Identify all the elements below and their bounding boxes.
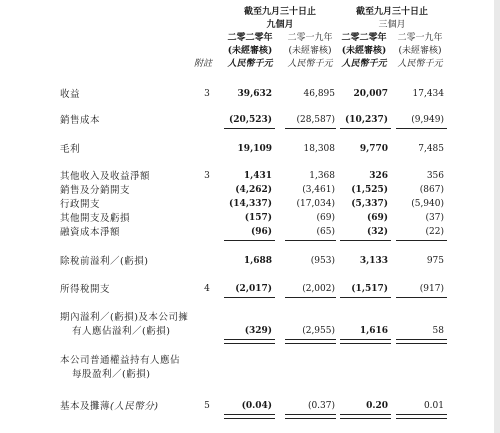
income-tax-3m-2020: (1,517) xyxy=(351,284,388,294)
revenue-9m-2020: 39,632 xyxy=(237,89,272,99)
admin-expenses-3m-2020: (5,337) xyxy=(351,199,388,209)
year-header-4: 二零一九年 xyxy=(397,33,443,43)
gross-profit-3m-2019: 7,485 xyxy=(418,144,444,154)
unit-header-4: 人民幣千元 xyxy=(397,59,443,69)
period-profit-9m-2020: (329) xyxy=(244,326,272,336)
row-label-period-profit-line2: 有人應佔溢利／(虧損) xyxy=(72,326,171,337)
cost-of-sales-9m-2019: (28,587) xyxy=(296,115,335,125)
gross-profit-9m-2019: 18,308 xyxy=(303,144,335,154)
underline xyxy=(285,297,336,298)
income-tax-9m-2019: (2,002) xyxy=(302,284,335,294)
cost-of-sales-3m-2020: (10,237) xyxy=(345,115,388,125)
other-income-9m-2020: 1,431 xyxy=(243,171,272,181)
row-label-other-expenses: 其他開支及虧損 xyxy=(60,213,131,224)
double-underline xyxy=(224,414,275,419)
audit-header-3: (未經審核) xyxy=(341,46,387,56)
underline xyxy=(285,128,336,129)
eps-3m-2019: 0.01 xyxy=(423,401,444,411)
row-note-other-income: 3 xyxy=(204,171,210,181)
audit-header-4: (未經審核) xyxy=(398,46,442,56)
other-income-3m-2020: 326 xyxy=(369,171,388,181)
underline xyxy=(396,240,447,241)
year-header-1: 二零二零年 xyxy=(227,33,273,43)
row-label-gross-profit: 毛利 xyxy=(60,144,81,155)
row-label-basic-diluted xyxy=(60,402,158,412)
row-label-profit-before-tax: 除稅前溢利／(虧損) xyxy=(60,256,149,267)
row-label-cost-of-sales: 銷售成本 xyxy=(60,115,101,126)
row-label-admin-expenses: 行政開支 xyxy=(60,199,101,210)
income-tax-9m-2020: (2,017) xyxy=(235,284,272,294)
row-label-revenue: 收益 xyxy=(60,89,81,100)
cost-of-sales-9m-2020: (20,523) xyxy=(229,115,272,125)
profit-before-tax-9m-2020: 1,688 xyxy=(243,256,272,266)
unit-header-2: 人民幣千元 xyxy=(287,59,333,69)
other-expenses-9m-2019: (69) xyxy=(316,213,335,223)
other-expenses-3m-2019: (37) xyxy=(425,213,444,223)
year-header-2: 二零一九年 xyxy=(287,33,333,43)
underline xyxy=(224,240,275,241)
double-underline xyxy=(396,339,447,344)
underline xyxy=(396,128,447,129)
row-note-income-tax: 4 xyxy=(204,284,210,294)
basic-diluted-text: 基本及攤薄 xyxy=(60,401,111,412)
row-note-basic-diluted: 5 xyxy=(204,401,210,411)
basic-diluted-unit: (人民幣分) xyxy=(110,401,159,412)
double-underline xyxy=(285,414,336,419)
gross-profit-9m-2020: 19,109 xyxy=(237,144,272,154)
revenue-3m-2020: 20,007 xyxy=(353,89,388,99)
revenue-3m-2019: 17,434 xyxy=(412,89,444,99)
profit-before-tax-3m-2019: 975 xyxy=(426,256,444,266)
row-label-other-income: 其他收入及收益淨額 xyxy=(60,171,151,182)
row-label-period-profit-line1: 期內溢利／(虧損)及本公司擁 xyxy=(60,312,189,323)
months-header-three: 三個月 xyxy=(378,20,406,30)
underline xyxy=(285,240,336,241)
admin-expenses-9m-2019: (17,034) xyxy=(296,199,335,209)
period-profit-3m-2020: 1,616 xyxy=(359,326,388,336)
period-header-three-months: 截至九月三十日止 xyxy=(355,7,428,17)
finance-costs-3m-2019: (22) xyxy=(425,227,444,237)
double-underline xyxy=(396,414,447,419)
eps-9m-2020: (0.04) xyxy=(241,401,272,411)
other-income-9m-2019: 1,368 xyxy=(309,171,335,181)
row-note-revenue: 3 xyxy=(204,89,210,99)
unit-header-1: 人民幣千元 xyxy=(227,59,273,69)
underline xyxy=(340,240,391,241)
profit-before-tax-3m-2020: 3,133 xyxy=(359,256,388,266)
underline xyxy=(224,297,275,298)
row-label-eps-heading-line1: 本公司普通權益持有人應佔 xyxy=(60,355,181,366)
period-profit-9m-2019: (2,955) xyxy=(302,326,335,336)
other-expenses-3m-2020: (69) xyxy=(366,213,388,223)
row-label-finance-costs: 融資成本淨額 xyxy=(60,227,121,238)
year-header-3: 二零二零年 xyxy=(341,33,387,43)
other-expenses-9m-2020: (157) xyxy=(244,213,272,223)
profit-before-tax-9m-2019: (953) xyxy=(310,256,335,266)
underline xyxy=(340,128,391,129)
note-header: 附註 xyxy=(193,59,212,69)
finance-costs-9m-2020: (96) xyxy=(250,227,272,237)
double-underline xyxy=(340,339,391,344)
selling-expenses-9m-2019: (3,461) xyxy=(302,185,335,195)
months-header-nine: 九個月 xyxy=(266,20,294,30)
row-label-eps-heading-line2: 每股盈利／(虧損) xyxy=(72,369,151,380)
admin-expenses-9m-2020: (14,337) xyxy=(229,199,272,209)
underline xyxy=(224,128,275,129)
audit-header-2: (未經審核) xyxy=(288,46,332,56)
admin-expenses-3m-2019: (5,940) xyxy=(411,199,444,209)
revenue-9m-2019: 46,895 xyxy=(303,89,335,99)
period-header-nine-months: 截至九月三十日止 xyxy=(243,7,316,17)
row-label-income-tax: 所得稅開支 xyxy=(60,284,111,295)
gross-profit-3m-2020: 9,770 xyxy=(359,144,388,154)
other-income-3m-2019: 356 xyxy=(426,171,444,181)
period-profit-3m-2019: 58 xyxy=(432,326,444,336)
eps-3m-2020: 0.20 xyxy=(366,401,388,411)
audit-header-1: (未經審核) xyxy=(227,46,273,56)
selling-expenses-3m-2019: (867) xyxy=(419,185,444,195)
underline xyxy=(340,297,391,298)
double-underline xyxy=(285,339,336,344)
underline xyxy=(396,297,447,298)
row-label-selling-expenses: 銷售及分銷開支 xyxy=(60,185,131,196)
selling-expenses-9m-2020: (4,262) xyxy=(235,185,272,195)
cost-of-sales-3m-2019: (9,949) xyxy=(411,115,444,125)
selling-expenses-3m-2020: (1,525) xyxy=(351,185,388,195)
page-edge-shadow xyxy=(494,0,500,433)
finance-costs-3m-2020: (32) xyxy=(366,227,388,237)
unit-header-3: 人民幣千元 xyxy=(341,59,387,69)
double-underline xyxy=(340,414,391,419)
double-underline xyxy=(224,339,275,344)
eps-9m-2019: (0.37) xyxy=(307,401,335,411)
income-tax-3m-2019: (917) xyxy=(419,284,444,294)
finance-costs-9m-2019: (65) xyxy=(316,227,335,237)
